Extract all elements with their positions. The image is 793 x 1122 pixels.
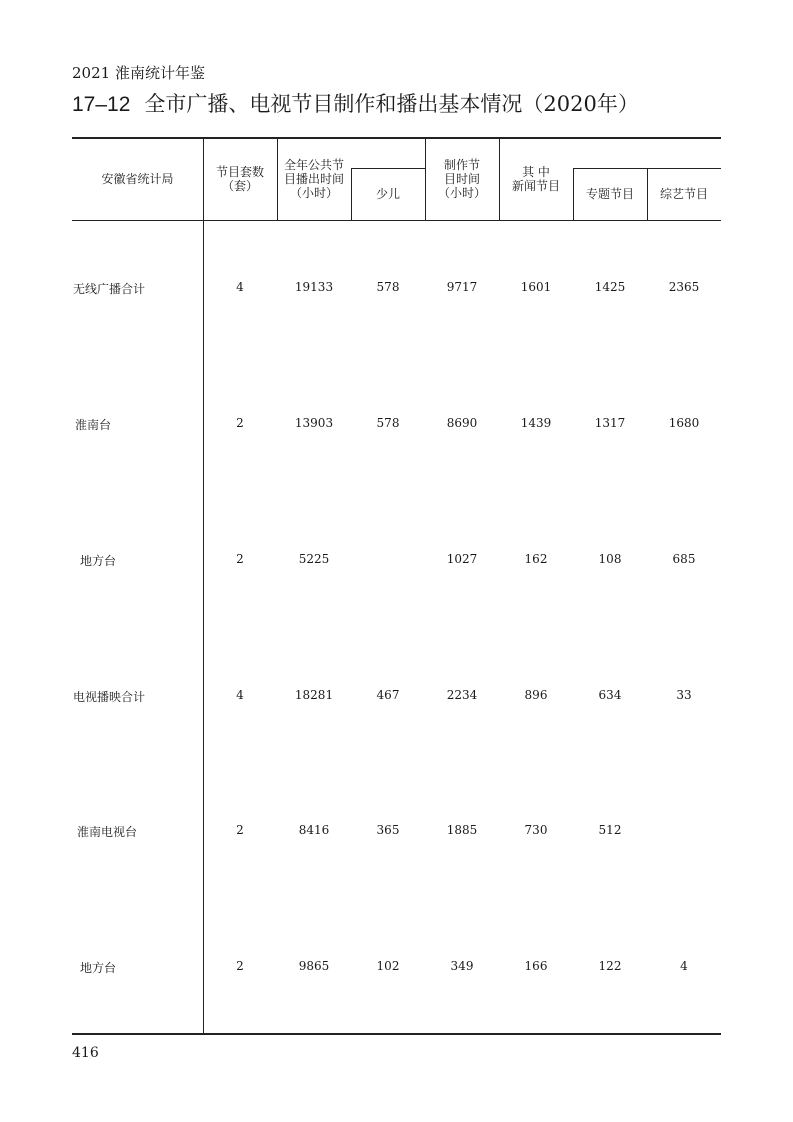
header-among-line1: 其 中 [522,165,550,179]
table-number: 17–12 [72,93,131,116]
table-cell: 162 [524,552,548,566]
header-production-line1: 制作节 [443,158,480,172]
table-cell: 9717 [446,280,478,294]
header-bottom-rule [72,220,721,221]
table-cell: 13903 [294,416,334,430]
header-production-hours [425,158,499,200]
table-cell: 19133 [294,280,334,294]
table-cell: 685 [672,552,696,566]
table-cell: 1439 [520,416,552,430]
table-cell: 512 [598,823,622,837]
table-cell: 108 [598,552,622,566]
table-top-rule [72,137,721,139]
table-cell: 9865 [298,959,330,973]
table-cell: 4 [680,959,688,973]
table-cell: 578 [376,416,400,430]
header-variety-programs: 综艺节目 [659,187,708,201]
table-cell: 4 [236,688,244,702]
stub-column-rule [203,139,204,1033]
row-label: 无线广播合计 [73,282,146,296]
header-sub-rule-children [351,168,425,169]
table-cell: 18281 [294,688,334,702]
table-title: 全市广播、电视节目制作和播出基本情况（2020年） [144,92,639,116]
table-cell: 33 [676,688,692,702]
table-cell: 2 [236,959,244,973]
header-stub: 安徽省统计局 [101,172,174,186]
page-title [72,88,639,118]
header-program-sets-line1: 节目套数 [215,165,264,179]
row-label: 地方台 [80,961,117,975]
header-production-line2: 目时间 [443,172,480,186]
table-cell: 2234 [446,688,478,702]
table-cell: 2 [236,823,244,837]
row-label: 淮南电视台 [77,825,138,839]
header-program-sets-line2: （套） [221,179,258,193]
table-cell: 467 [376,688,400,702]
header-among-line2: 新闻节目 [511,179,560,193]
header-annual-line1: 全年公共节 [283,158,344,172]
table-bottom-rule [72,1033,721,1035]
row-label: 淮南台 [75,418,112,432]
header-production-line3: （小时） [437,186,486,200]
header-annual-broadcast-hours [277,158,351,200]
table-cell: 2365 [668,280,700,294]
header-program-sets [203,165,277,193]
header-news-programs [499,165,573,193]
table-cell: 122 [598,959,622,973]
table-cell: 8416 [298,823,330,837]
table-cell: 634 [598,688,622,702]
row-label: 地方台 [80,554,117,568]
table-cell: 1317 [594,416,626,430]
table-cell: 102 [376,959,400,973]
table-cell: 1425 [594,280,626,294]
table-cell: 365 [376,823,400,837]
table-cell: 2 [236,416,244,430]
yearbook-header: 2021 淮南统计年鉴 [72,64,205,82]
table-cell: 166 [524,959,548,973]
header-annual-line2: 目播出时间 [283,172,344,186]
table-cell: 2 [236,552,244,566]
table-cell: 5225 [298,552,330,566]
table-cell: 1885 [446,823,478,837]
header-children: 少儿 [375,187,400,201]
table-cell: 1680 [668,416,700,430]
table-cell: 730 [524,823,548,837]
table-cell: 4 [236,280,244,294]
table-cell: 1027 [446,552,478,566]
table-cell: 8690 [446,416,478,430]
table-cell: 896 [524,688,548,702]
table-cell: 349 [450,959,474,973]
page-number: 416 [72,1045,99,1061]
table-cell: 578 [376,280,400,294]
row-label: 电视播映合计 [73,690,146,704]
header-annual-line3: （小时） [289,186,338,200]
table-cell: 1601 [520,280,552,294]
header-special-programs: 专题节目 [585,187,634,201]
